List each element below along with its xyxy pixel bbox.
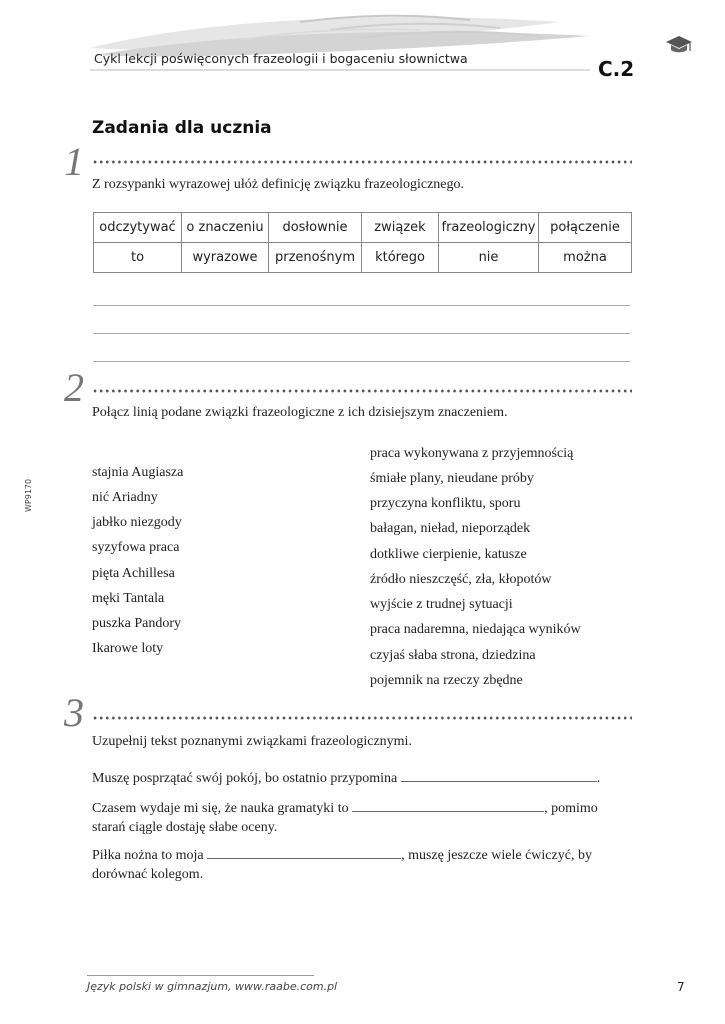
table-cell: frazeologiczny: [439, 213, 539, 243]
table-cell: połączenie: [539, 213, 632, 243]
header-title: Cykl lekcji poświęconych frazeologii i bogaceniu słownictwa: [94, 51, 468, 66]
table-cell: dosłownie: [269, 213, 362, 243]
sentence-2: [92, 799, 632, 837]
meaning-item[interactable]: czyjaś słaba strona, dziedzina: [370, 648, 536, 663]
task-2-number: 2: [64, 365, 84, 410]
graduation-cap-icon: [664, 33, 694, 55]
meaning-item[interactable]: praca wykonywana z przyjemnością: [370, 446, 574, 461]
section-code: C.2: [598, 57, 635, 81]
fill-in-blank[interactable]: [401, 769, 597, 782]
phrase-item[interactable]: puszka Pandory: [92, 616, 182, 631]
phrase-item[interactable]: Ikarowe loty: [92, 641, 164, 656]
table-cell: związek: [362, 213, 439, 243]
sentence-text: .: [596, 771, 601, 786]
meaning-item[interactable]: dotkliwe cierpienie, katusze: [370, 547, 527, 562]
meaning-item[interactable]: praca nadaremna, niedająca wyników: [370, 622, 581, 637]
sentence-3: [92, 846, 632, 884]
table-cell: to: [94, 243, 182, 273]
sentence-text: Muszę posprzątać swój pokój, bo ostatnio przypomina: [92, 771, 398, 786]
footer-text: Język polski w gimnazjum, www.raabe.com.pl: [87, 980, 338, 993]
phrase-item[interactable]: nić Ariadny: [92, 490, 158, 505]
table-cell: którego: [362, 243, 439, 273]
table-cell: odczytywać: [94, 213, 182, 243]
task-2-instruction: Połącz linią podane związki frazeologiczne z ich dzisiejszym znaczeniem.: [92, 405, 508, 420]
table-cell: można: [539, 243, 632, 273]
phrase-item[interactable]: jabłko niezgody: [92, 515, 182, 530]
answer-line[interactable]: [93, 305, 630, 306]
page-number: 7: [677, 980, 685, 994]
task-3-separator: [92, 716, 632, 720]
phrase-item[interactable]: męki Tantala: [92, 591, 165, 606]
side-code: WP9170: [24, 478, 33, 512]
word-scramble-table: [93, 212, 632, 273]
sentence-text: , pomimo starań ciągle dostaję słabe oceny.: [92, 801, 598, 835]
table-cell: wyrazowe: [182, 243, 269, 273]
fill-in-blank[interactable]: [352, 799, 544, 812]
table-cell: przenośnym: [269, 243, 362, 273]
answer-line[interactable]: [93, 361, 630, 362]
answer-line[interactable]: [93, 333, 630, 334]
sentence-1: [92, 769, 632, 788]
task-1-number: 1: [64, 139, 84, 184]
table-row: [94, 243, 632, 273]
task-1-instruction: Z rozsypanki wyrazowej ułóż definicję związku frazeologicznego.: [92, 177, 464, 192]
task-2-separator: [92, 389, 632, 393]
phrase-item[interactable]: pięta Achillesa: [92, 566, 175, 581]
meaning-item[interactable]: śmiałe plany, nieudane próby: [370, 471, 534, 486]
task-3-number: 3: [64, 690, 84, 735]
phrase-item[interactable]: syzyfowa praca: [92, 540, 180, 555]
meaning-item[interactable]: źródło nieszczęść, zła, kłopotów: [370, 572, 552, 587]
meaning-item[interactable]: bałagan, nieład, nieporządek: [370, 521, 531, 536]
sentence-text: , muszę jeszcze wiele ćwiczyć, by dorównać kolegom.: [92, 848, 592, 882]
sentence-text: Piłka nożna to moja: [92, 848, 204, 863]
table-cell: o znaczeniu: [182, 213, 269, 243]
page-heading: Zadania dla ucznia: [92, 118, 272, 138]
footer-divider: [87, 975, 314, 976]
table-row: [94, 213, 632, 243]
task-3-instruction: Uzupełnij tekst poznanymi związkami frazeologicznymi.: [92, 734, 412, 749]
meaning-item[interactable]: przyczyna konfliktu, sporu: [370, 496, 521, 511]
sentence-text: Czasem wydaje mi się, że nauka gramatyki to: [92, 801, 349, 816]
meaning-item[interactable]: wyjście z trudnej sytuacji: [370, 597, 513, 612]
phrase-item[interactable]: stajnia Augiasza: [92, 465, 184, 480]
meaning-item[interactable]: pojemnik na rzeczy zbędne: [370, 673, 523, 688]
table-cell: nie: [439, 243, 539, 273]
fill-in-blank[interactable]: [207, 846, 401, 859]
task-1-separator: [92, 160, 632, 164]
